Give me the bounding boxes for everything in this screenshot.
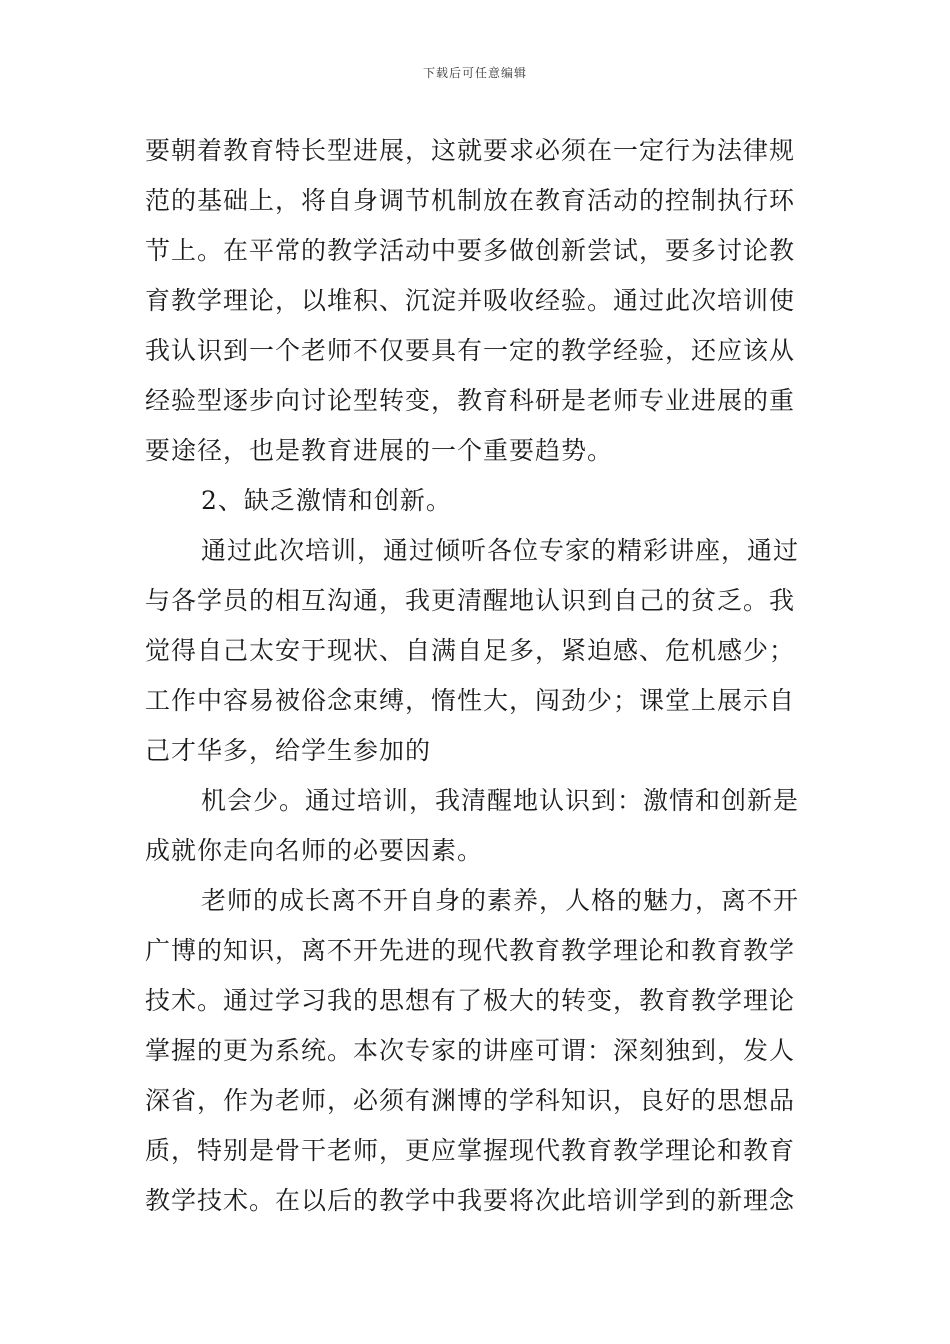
text-line: 节上。在平常的教学活动中要多做创新尝试，要多讨论教: [145, 236, 796, 265]
text-line: 与各学员的相互沟通，我更清醒地认识到自己的贫乏。我: [145, 586, 796, 615]
page-header: 下载后可任意编辑: [422, 66, 527, 80]
document-body: [145, 126, 810, 1226]
text-line: 广博的知识，离不开先进的现代教育教学理论和教育教学: [145, 936, 796, 965]
text-line: 成就你走向名师的必要因素。: [145, 836, 484, 865]
text-line: 我认识到一个老师不仅要具有一定的教学经验，还应该从: [145, 336, 796, 365]
text-line: 己才华多，给学生参加的: [145, 736, 432, 765]
text-line: 掌握的更为系统。本次专家的讲座可谓：深刻独到，发人: [145, 1036, 796, 1065]
text-line: 技术。通过学习我的思想有了极大的转变，教育教学理论: [145, 986, 796, 1015]
text-line: 教学技术。在以后的教学中我要将次此培训学到的新理念: [145, 1186, 796, 1215]
paragraph-first-line: 老师的成长离不开自身的素养，人格的魅力，离不开: [201, 886, 800, 915]
paragraph-first-line: 通过此次培训，通过倾听各位专家的精彩讲座，通过: [201, 536, 800, 565]
text-line: 工作中容易被俗念束缚，惰性大，闯劲少；课堂上展示自: [145, 686, 796, 715]
text-line: 育教学理论，以堆积、沉淀并吸收经验。通过此次培训使: [145, 286, 796, 315]
text-line: 觉得自己太安于现状、自满自足多，紧迫感、危机感少；: [145, 636, 796, 665]
text-line: 质，特别是骨干老师，更应掌握现代教育教学理论和教育: [145, 1136, 796, 1165]
paragraph-first-line: 机会少。通过培训，我清醒地认识到：激情和创新是: [201, 786, 800, 815]
text-line: 深省，作为老师，必须有渊博的学科知识，良好的思想品: [145, 1086, 796, 1115]
text-line: 要朝着教育特长型进展，这就要求必须在一定行为法律规: [145, 136, 796, 165]
section-heading: 2、缺乏激情和创新。: [201, 486, 452, 515]
text-line: 要途径，也是教育进展的一个重要趋势。: [145, 436, 614, 465]
text-line: 范的基础上，将自身调节机制放在教育活动的控制执行环: [145, 186, 796, 215]
text-line: 经验型逐步向讨论型转变，教育科研是老师专业进展的重: [145, 386, 796, 415]
